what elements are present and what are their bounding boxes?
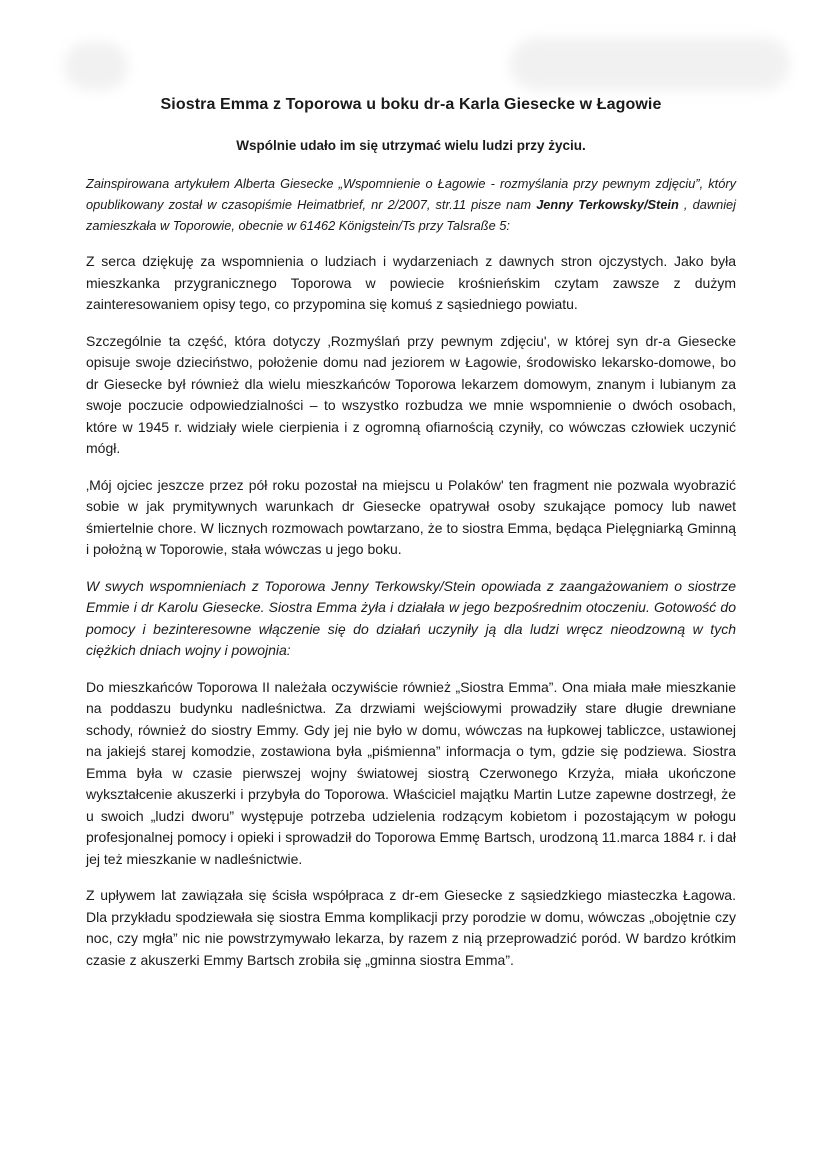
intro-text-start: Zainspirowana artykułem Alberta Giesecke „Wspomnienie o Łagowie - rozmyślania przy pewnym zdjęciu”, który opublikowany został w czasopiśmie Heimatbrief, nr 2/2007, str.11 pisze nam xyxy=(86,176,736,212)
intro-text-end: , dawniej zamieszkała w Toporowie, obecnie w 61462 Königstein/Ts przy Talsraße 5: xyxy=(86,197,736,233)
body-paragraph-2: Szczególnie ta część, która dotyczy ‚Rozmyślań przy pewnym zdjęciu', w której syn dr-a Giesecke opisuje swoje dzieciństwo, położenie domu nad jeziorem w Łagowie, środowisko lekarsko-domowe, bo dr Giesecke był również dla wielu mieszkańców Toporowa lekarzem domowym, znanym i lubianym za swoje poczucie odpowiedzialności – to wszystko rozbudza we mnie wspomnienie o dwóch osobach, które w 1945 r. widziały wiele cierpienia i z ogromną ofiarnością czyniły, co wówczas człowiek uczynić mógł. xyxy=(86,332,736,456)
body-paragraph-3: ‚Mój ojciec jeszcze przez pół roku pozostał na miejscu u Polaków' ten fragment nie pozwala wyobrazić sobie w jak prymitywnych warunkach dr Giesecke opatrywał osoby szukające pomocy lub nawet śmiertelnie chore. W licznych rozmowach powtarzano, że to siostra Emma, będąca Pielęgniarką Gminną i położną w Toporowie, stała wówczas u jego boku. xyxy=(86,476,736,557)
scan-smudge-left xyxy=(64,42,128,90)
document-page xyxy=(86,96,736,986)
body-paragraph-1: Z serca dziękuję za wspomnienia o ludziach i wydarzeniach z dawnych stron ojczystych. Jako była mieszkanka przygranicznego Toporowa w powiecie krośnieńskim czytam zawsze z dużym zainteresowaniem opisy tego, co przypomina się komuś z sąsiedniego powiatu. xyxy=(86,253,736,312)
intro-author: Jenny Terkowsky/Stein xyxy=(536,197,679,212)
scan-smudge-right xyxy=(510,38,790,90)
intro-paragraph xyxy=(86,173,736,236)
body-paragraph-4: Do mieszkańców Toporowa II należała oczywiście również „Siostra Emma”. Ona miała małe mieszkanie na poddaszu budynku nadleśnictwa. Za drzwiami wejściowymi prowadziły stare długie drewniane schody, również do siostry Emmy. Gdy jej nie było w domu, wówczas na łupkowej tabliczce, ustawionej na jakiejś starej komodzie, zostawiona była „piśmienna” informacja o tym, gdzie się podziewa. Siostra Emma była w czasie pierwszej wojny światowej siostrą Czerwonego Krzyża, miała ukończone wykształcenie akuszerki i przybyła do Toporowa. Właściciel majątku Martin Lutze zapewne dostrzegł, że u swoich „ludzi dworu” występuje potrzeba udzielenia rodzącym kobietom i pozostającym w połogu profesjonalnej pomocy i opieki i sprowadził do Toporowa Emmę Bartsch, urodzoną 11.marca 1884 r. i dał jej też mieszkanie w nadleśnictwie. xyxy=(86,678,736,867)
body-paragraph-5: Z upływem lat zawiązała się ścisła współpraca z dr-em Giesecke z sąsiedzkiego miasteczka Łagowa. Dla przykładu spodziewała się siostra Emma komplikacji przy porodzie w domu, wówczas „obojętnie czy noc, czy mgła” nic nie powstrzymywało lekarza, by razem z nią przeprowadzić poród. W bardzo krótkim czasie z akuszerki Emmy Bartsch zrobiła się „gminna siostra Emma”. xyxy=(86,887,736,968)
italic-paragraph: W swych wspomnieniach z Toporowa Jenny Terkowsky/Stein opowiada z zaangażowaniem o siostrze Emmie i dr Karolu Giesecke. Siostra Emma żyła i działała w jego bezpośrednim otoczeniu. Gotowość do pomocy i bezinteresowne włączenie się do działań uczyniły ją dla ludzi wręcz nieodzowną w tych ciężkich dniach wojny i powojnia: xyxy=(86,577,736,658)
document-subtitle: Wspólnie udało im się utrzymać wielu ludzi przy życiu. xyxy=(236,138,586,153)
document-title: Siostra Emma z Toporowa u boku dr-a Karla Giesecke w Łagowie xyxy=(160,96,662,113)
